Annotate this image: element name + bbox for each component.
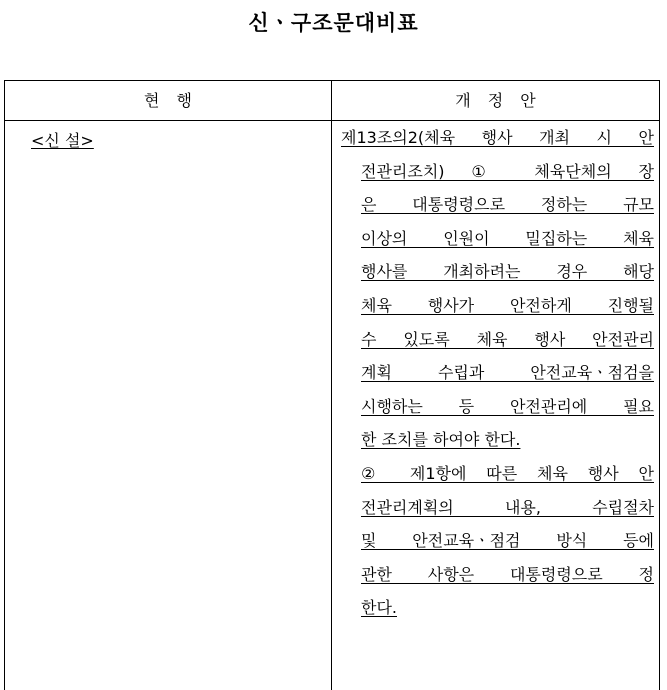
revised-line: 이상의 인원이 밀집하는 체육: [361, 228, 654, 248]
revised-line: 체육 행사가 안전하게 진행될: [361, 295, 654, 315]
comparison-table: [4, 80, 660, 690]
revised-line: 및 안전교육ㆍ점검 방식 등에: [361, 531, 654, 551]
revised-law-cell: [341, 121, 654, 625]
revised-line: 한 조치를 하여야 한다.: [361, 430, 521, 450]
revised-line: 관한 사항은 대통령령으로 정: [361, 564, 654, 584]
current-law-text: <신 설>: [31, 131, 94, 150]
table-header-row: [5, 81, 659, 121]
revised-line: 제13조의2(체육 행사 개최 시 안: [341, 128, 654, 147]
revised-line: 행사를 개최하려는 경우 해당: [361, 262, 654, 282]
revised-line: 계획 수립과 안전교육ㆍ점검을: [361, 363, 654, 383]
revised-line: 한다.: [361, 598, 397, 618]
revised-line: 수 있도록 체육 행사 안전관리: [361, 329, 654, 349]
revised-line: 전관리조치) ① 체육단체의 장: [361, 161, 654, 181]
revised-line: ② 제1항에 따른 체육 행사 안: [361, 463, 654, 483]
column-divider: [331, 81, 332, 690]
page-title: 신ㆍ구조문대비표: [248, 10, 419, 35]
revised-line: 시행하는 등 안전관리에 필요: [361, 396, 654, 416]
header-current-column: 현 행: [144, 91, 192, 110]
current-law-cell: [31, 131, 94, 151]
revised-line: 전관리계획의 내용, 수립절차: [361, 497, 654, 517]
header-revised-column: 개 정 안: [455, 91, 536, 110]
revised-line: 은 대통령령으로 정하는 규모: [361, 195, 654, 215]
